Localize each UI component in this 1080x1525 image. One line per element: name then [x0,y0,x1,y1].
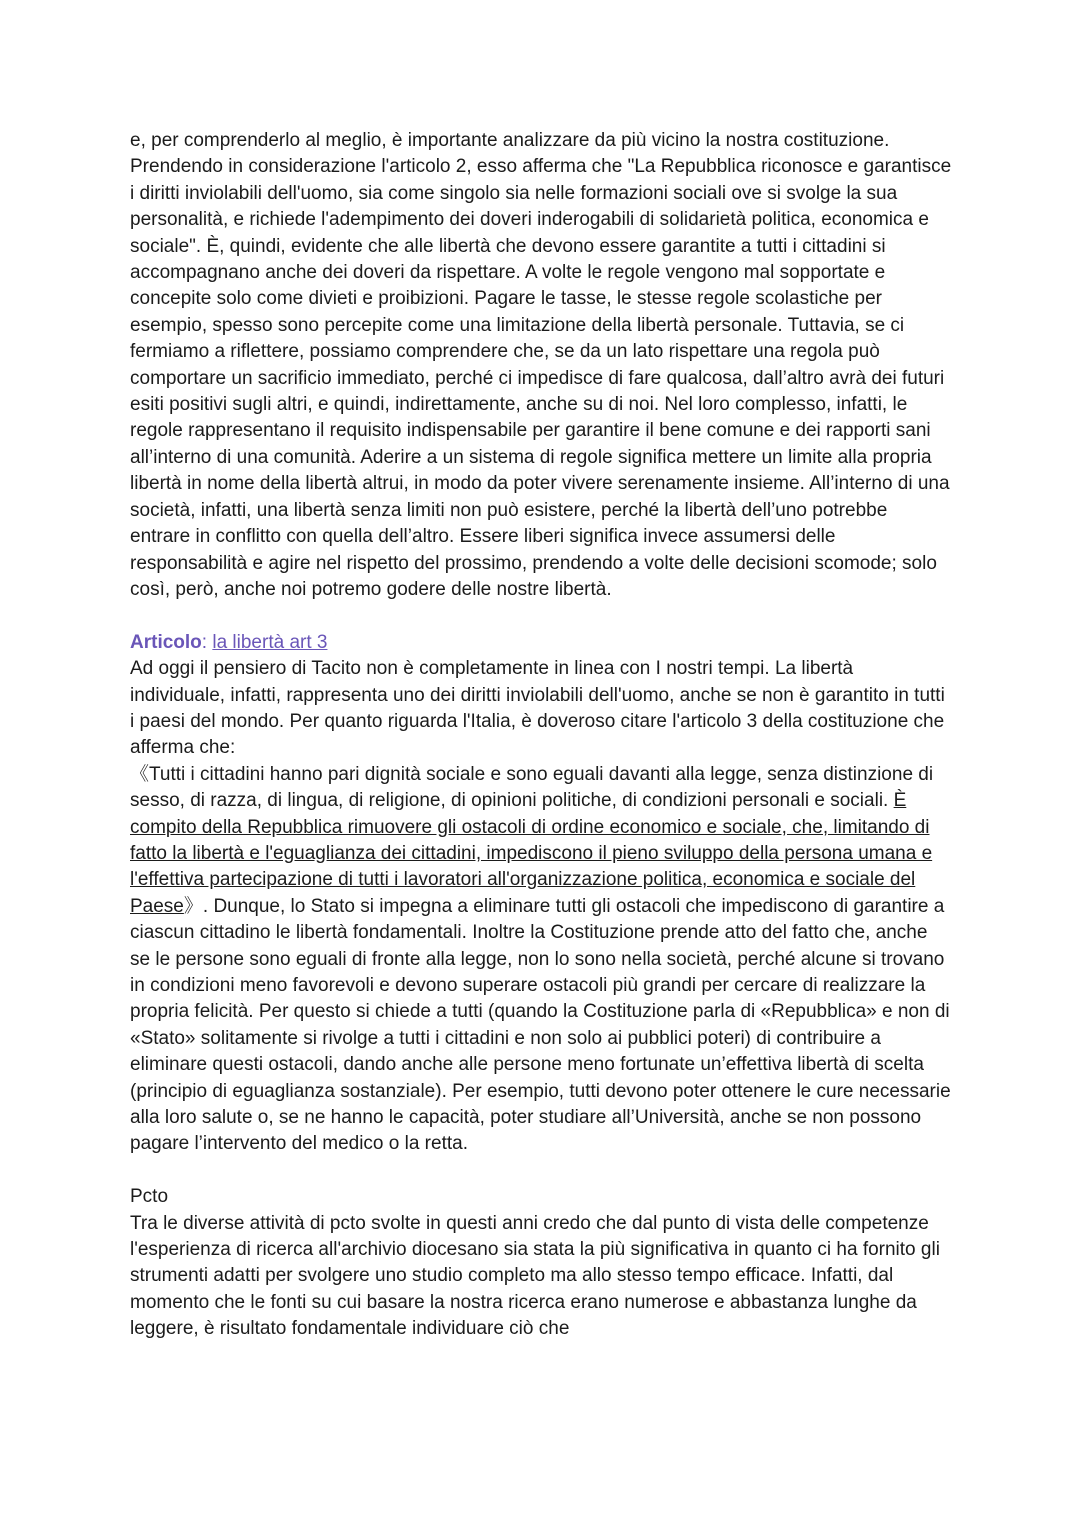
article-intro-paragraph: Ad oggi il pensiero di Tacito non è completamente in linea con I nostri tempi. La libertà individuale, infatti, rappresenta uno dei diritti inviolabili dell'uomo, anche se non è garantito in tutti i paesi del mondo. Per quanto riguarda l'Italia, è doveroso citare l'articolo 3 della costituzione che afferma che: [130,658,945,759]
pcto-paragraph: Tra le diverse attività di pcto svolte in questi anni credo che dal punto di vista delle competenze l'esperienza di ricerca all'archivio diocesano sia stata la più significativa in quanto ci ha fornito gli strumenti adatti per svolgere uno studio completo ma allo stesso tempo efficace. Infatti, dal momento che le fonti su cui basare la nostra ricerca erano numerose e abbastanza lunghe da leggere, è risultato fondamentale individuare ciò che [130,1212,940,1340]
paragraph-spacer [130,603,952,629]
article-link[interactable]: la libertà art 3 [212,631,328,653]
article-quote-paragraph [130,762,952,1158]
quote-close-mark: 》 [183,895,203,917]
document-page [130,128,952,1343]
article-heading-label: Articolo [130,631,202,653]
article-heading [130,630,952,656]
pcto-title: Pcto [130,1186,169,1208]
quote-first-sentence: 《Tutti i cittadini hanno pari dignità sociale e sono eguali davanti alla legge, senza distinzione di sesso, di razza, di lingua, di religione, di opinioni politiche, di condizioni personali e sociali. [130,763,934,812]
after-quote-text: . Dunque, lo Stato si impegna a eliminare tutti gli ostacoli che impediscono di garantire a ciascun cittadino le libertà fondamentali. Inoltre la Costituzione prende atto del fatto che, anche se le persone sono eguali di fronte alla legge, non lo sono nella società, perché alcune si trovano in condizioni meno favorevoli e devono superare ostacoli più grandi per cercare di realizzare la propria felicità. Per questo si chiede a tutti (quando la Costituzione parla di «Repubblica» e non di «Stato» solitamente si rivolge a tutti i cittadini e non solo ai pubblici poteri) di contribuire a eliminare questi ostacoli, dando anche alle persone meno fortunate un’effettiva libertà di scelta (principio di eguaglianza sostanziale). Per esempio, tutti devono poter ottenere le cure necessarie alla loro salute o, se ne hanno le capacità, poter studiare all’Università, anche se non possono pagare l’intervento del medico o la retta. [130,895,951,1155]
quote-underlined-sentence: È compito della Repubblica rimuovere gli ostacoli di ordine economico e sociale, che, limitando di fatto la libertà e l'eguaglianza dei cittadini, impediscono il pieno sviluppo della persona umana e l'effettiva partecipazione di tutti i lavoratori all'organizzazione politica, economica e sociale del Paese [130,790,933,917]
intro-paragraph: e, per comprenderlo al meglio, è importante analizzare da più vicino la nostra costituzione. Prendendo in considerazione l'articolo 2, esso afferma che "La Repubblica riconosce e garantisce i diritti inviolabili dell'uomo, sia come singolo sia nelle formazioni sociali ove si svolge la sua personalità, e richiede l'adempimento dei doveri inderogabili di solidarietà politica, economica e sociale". È, quindi, evidente che alle libertà che devono essere garantite a tutti i cittadini si accompagnano anche dei doveri da rispettare. A volte le regole vengono mal sopportate e concepite solo come divieti e proibizioni. Pagare le tasse, le stesse regole scolastiche per esempio, spesso sono percepite come una limitazione della libertà personale. Tuttavia, se ci fermiamo a riflettere, possiamo comprendere che, se da un lato rispettare una regola può comportare un sacrificio immediato, perché ci impedisce di fare qualcosa, dall’altro avrà dei futuri esiti positivi sugli altri, e quindi, indirettamente, anche su di noi. Nel loro complesso, infatti, le regole rappresentano il requisito indispensabile per garantire il bene comune e dei rapporti sani all’interno di una comunità. Aderire a un sistema di regole significa mettere un limite alla propria libertà in nome della libertà altrui, in modo da poter vivere serenamente insieme. All’interno di una società, infatti, una libertà senza limiti non può esistere, perché la libertà dell’uno potrebbe entrare in conflitto con quella dell’altro. Essere liberi significa invece assumersi delle responsabilità e agire nel rispetto del prossimo, prendendo a volte delle decisioni scomode; solo così, però, anche noi potremo godere delle nostre libertà. [130,130,952,600]
paragraph-spacer [130,1158,952,1184]
article-heading-colon: : [201,631,208,653]
